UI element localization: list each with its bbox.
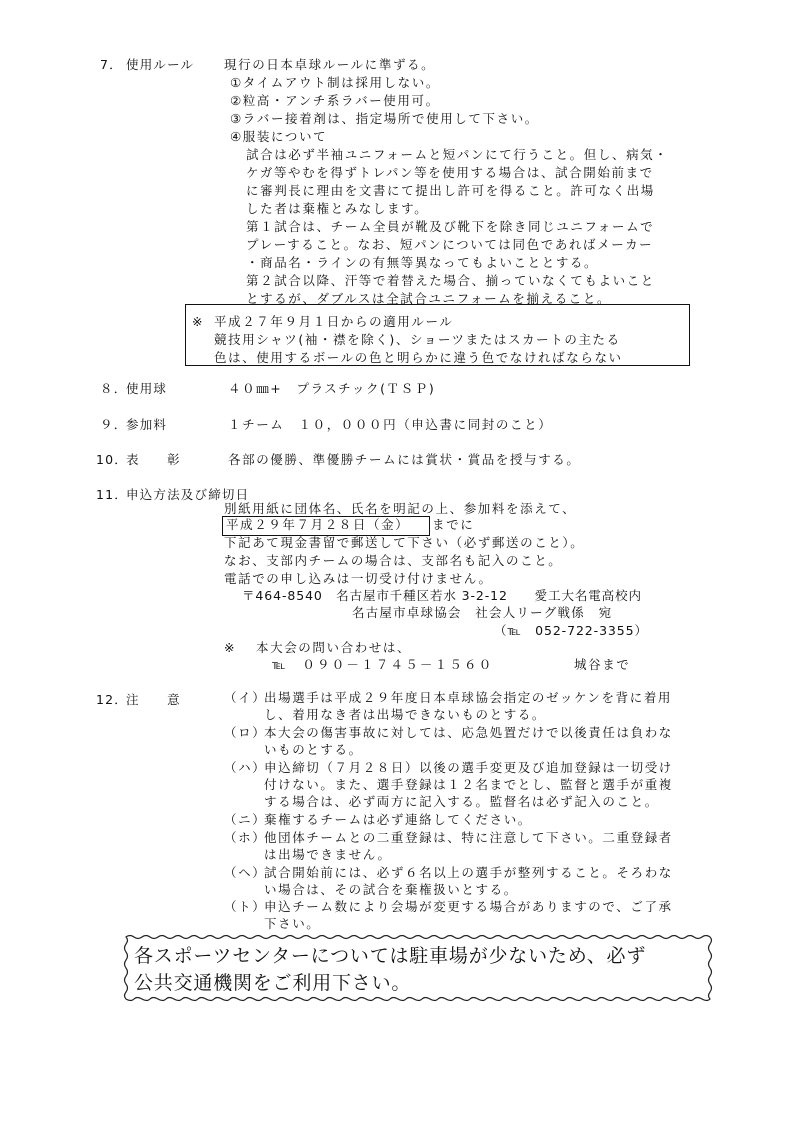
deadline-suffix: までに [432,517,475,532]
note-line: 試合開始前には、必ず６名以上の選手が整列すること。そろわな [264,865,673,880]
application-line: 下記あて現金書留で郵送して下さい（必ず郵送のこと）。 [224,535,585,550]
note-line: い場合は、その試合を棄権扱いとする。 [264,882,518,897]
section-10-value: 各部の優勝、準優勝チームには賞状・賞品を授与する。 [228,452,581,467]
section-7-line: 第１試合は、チーム全員が靴及び靴下を除き同じユニフォームで [246,219,655,234]
section-7-line: ②粒高・アンチ系ラバー使用可。 [230,93,440,108]
section-7-line: ケガ等やむを得ずトレパン等を使用する場合は、試合開始前まで [246,165,654,180]
section-7-label: 使用ルール [126,57,195,72]
note-line: 他団体チームとの二重登録は、特に注意して下さい。二重登録者 [264,830,673,845]
notice-line: 色は、使用するボールの色と明らかに違う色でなければならない [214,350,623,365]
note-line: は出場できません。 [264,847,392,862]
section-7-number: 7． [100,57,123,72]
notice-mark: ※ [192,314,205,329]
note-marker: （ロ） [224,725,267,740]
section-7-line: ④服装について [230,129,328,144]
section-7-line: した者は棄権とみなします。 [246,201,429,216]
note-line: し、着用なき者は出場できないものとする。 [264,707,547,722]
section-11-label: 申込方法及び締切日 [126,487,250,502]
note-marker: （ハ） [224,760,267,775]
section-11-number: 11． [96,487,129,502]
section-7-line: ③ラバー接着剤は、指定場所で使用して下さい。 [230,111,539,126]
notice-line: 競技用シャツ(袖・襟を除く)、ショーツまたはスカートの主たる [214,332,621,347]
application-line: なお、支部内チームの場合は、支部名も記入のこと。 [224,553,563,568]
note-marker: （イ） [224,690,267,705]
section-7-line: ・商品名・ラインの有無等異なってもよいこととする。 [246,255,599,270]
note-line: する場合は、必ず両方に記入する。監督名は必ず記入のこと。 [264,794,659,809]
section-12-number: 12． [96,692,129,707]
section-12-label: 注 意 [126,692,181,707]
section-8-value: ４０㎜+ プラスチック(ＴＳＰ) [228,381,436,396]
recipient-tel: （℡ 052-722-3355） [494,623,648,638]
section-8-label: 使用球 [126,381,168,396]
section-9-label: 参加料 [126,417,168,432]
note-line: 棄権するチームは必ず連絡してください。 [264,812,532,827]
section-7-line: ①タイムアウト制は採用しない。 [230,75,440,90]
note-line: いものとする。 [264,742,363,757]
application-line: 別紙用紙に団体名、氏名を明記の上、参加料を添えて、 [224,501,577,516]
inquiry-text: 本大会の問い合わせは、 [256,640,412,655]
section-7-line: とするが、ダブルスは全試合ユニフォームを揃えること。 [246,291,612,306]
mailing-recipient: 名古屋市卓球協会 社会人リーグ戦係 宛 [352,605,613,620]
banner-line-1: 各スポーツセンターについては駐車場が少ないため、必ず [134,945,647,967]
section-7-line: プレーすること。なお、短パンについては同色であればメーカー [246,237,654,252]
banner-line-2: 公共交通機関をご利用下さい。 [134,972,412,994]
note-line: 下さい。 [264,916,321,931]
note-line: 申込チーム数により会場が変更する場合がありますので、ご了承 [264,899,673,914]
section-7-line: 試合は必ず半袖ユニフォームと短パンにて行うこと。但し、病気・ [246,147,669,162]
contact-tel: ℡ ０９０－１７４５－１５６０ [272,657,494,672]
note-line: 付けない。また、選手登録は１２名までとし、監督と選手が重複 [264,777,673,792]
deadline-date: 平成２９年７月２８日（金） [226,517,410,532]
note-line: 申込締切（７月２８日）以後の選手変更及び追加登録は一切受け [264,760,673,775]
note-marker: （ヘ） [224,865,267,880]
note-marker: （ニ） [224,812,267,827]
section-7-line: 現行の日本卓球ルールに準ずる。 [224,57,436,72]
section-9-number: ９． [100,417,128,432]
section-7-line: 第２試合以降、汗等で着替えた場合、揃っていなくてもよいこと [246,273,655,288]
note-marker: （ホ） [224,830,267,845]
mailing-address: 〒464-8540 名古屋市千種区若水 3-2-12 愛工大名電高校内 [242,588,642,603]
contact-name: 城谷まで [574,657,631,672]
section-10-label: 表 彰 [126,452,181,467]
section-8-number: ８． [100,381,128,396]
section-7-line: に審判長に理由を文書にて提出し許可を得ること。許可なく出場 [246,183,655,198]
note-line: 本大会の傷害事故に対しては、応急処置だけで以後責任は負わな [264,725,673,740]
section-10-number: 10． [96,452,129,467]
section-9-value: １チーム １０，０００円（申込書に同封のこと） [228,417,553,432]
note-line: 出場選手は平成２９年度日本卓球協会指定のゼッケンを背に着用 [264,690,673,705]
application-line: 電話での申し込みは一切受け付けません。 [224,571,493,586]
notice-line: 平成２７年９月１日からの適用ルール [214,314,454,329]
inquiry-mark: ※ [224,640,237,655]
transport-notice-banner [120,933,716,1003]
note-marker: （ト） [224,899,267,914]
